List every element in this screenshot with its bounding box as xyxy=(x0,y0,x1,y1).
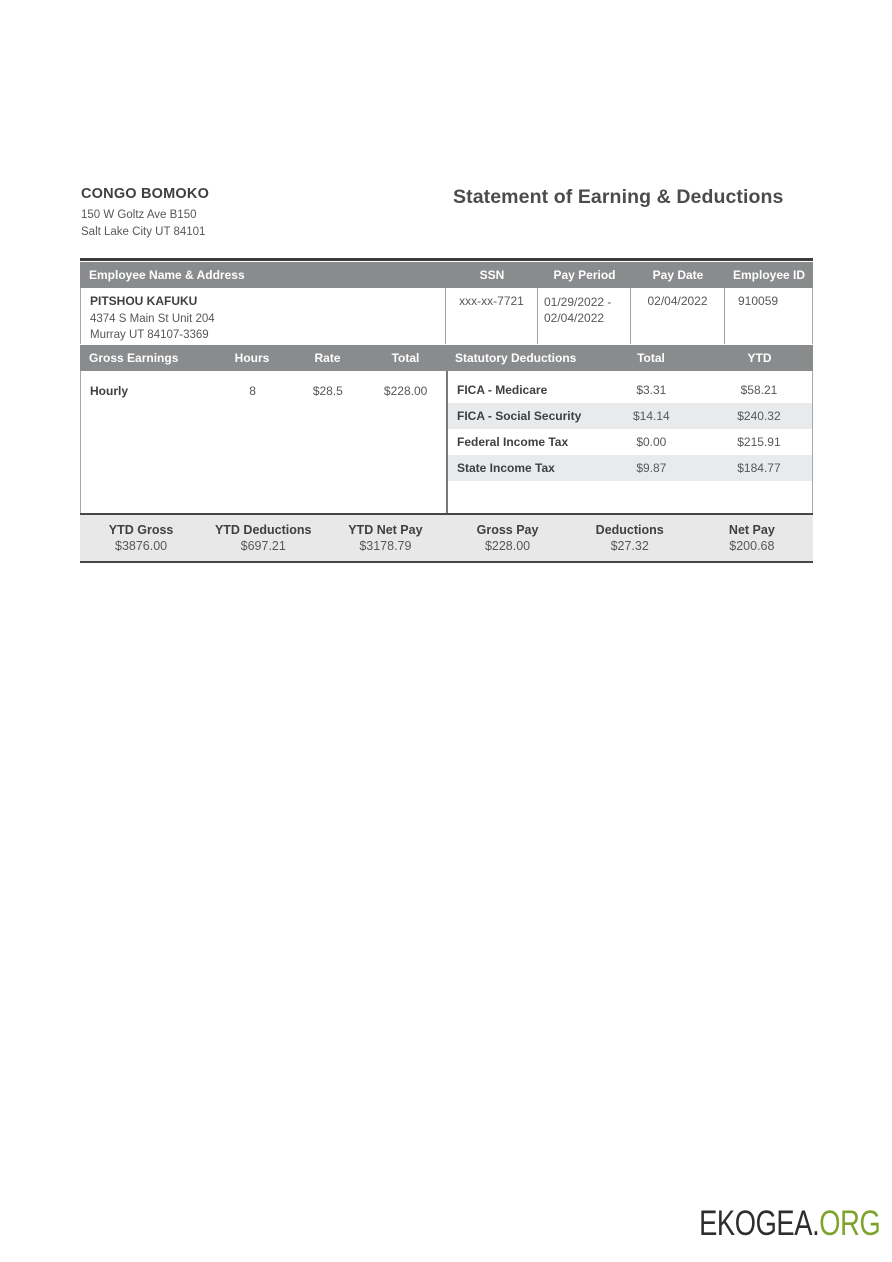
logo-text-primary: EKOGEA. xyxy=(698,1204,819,1243)
earning-total: $228.00 xyxy=(383,384,428,398)
deduction-row xyxy=(448,455,812,481)
employee-name: PITSHOU KAFUKU xyxy=(90,294,198,308)
summary-label: YTD Net Pay xyxy=(348,523,423,537)
summary-gross-pay xyxy=(446,523,568,553)
summary-value: $27.32 xyxy=(610,539,649,553)
summary-deductions xyxy=(569,523,691,553)
employee-info-row xyxy=(80,288,813,344)
company-address-line2: Salt Lake City UT 84101 xyxy=(81,226,206,238)
earnings-row xyxy=(81,378,446,404)
header-employee-id: Employee ID xyxy=(732,268,806,282)
summary-net-pay xyxy=(691,523,813,553)
deduction-ytd: $215.91 xyxy=(737,435,781,449)
header-earnings-total: Total xyxy=(391,351,420,365)
company-name: CONGO BOMOKO xyxy=(81,186,210,202)
header-gross-earnings: Gross Earnings xyxy=(89,351,179,365)
earning-label: Hourly xyxy=(90,384,129,398)
summary-value: $200.68 xyxy=(729,539,775,553)
deduction-label: FICA - Social Security xyxy=(457,409,582,423)
earnings-deductions-header-row xyxy=(80,345,813,371)
summary-value: $228.00 xyxy=(484,539,531,553)
pay-statement-table xyxy=(80,258,813,563)
header-ssn: SSN xyxy=(479,268,505,282)
earnings-panel xyxy=(81,371,446,513)
deduction-total: $3.31 xyxy=(636,383,667,397)
logo-text-secondary: ORG xyxy=(818,1204,880,1243)
deduction-ytd: $184.77 xyxy=(737,461,781,475)
summary-ytd-net-pay xyxy=(324,523,446,553)
header-hours: Hours xyxy=(234,351,270,365)
table-body xyxy=(80,371,813,513)
employee-id: 910059 xyxy=(738,294,779,308)
summary-value: $3178.79 xyxy=(359,539,412,553)
deduction-total: $0.00 xyxy=(636,435,667,449)
header-statutory-deductions: Statutory Deductions xyxy=(455,351,577,365)
summary-value: $3876.00 xyxy=(115,539,168,553)
deduction-label: FICA - Medicare xyxy=(457,383,548,397)
earning-rate: $28.5 xyxy=(312,384,343,398)
summary-row xyxy=(80,513,813,561)
header-pay-date: Pay Date xyxy=(652,268,704,282)
summary-value: $697.21 xyxy=(240,539,286,553)
employee-header-row xyxy=(80,262,813,288)
header-deductions-total: Total xyxy=(637,351,665,365)
employee-address xyxy=(90,311,445,343)
pay-period-line2: 02/04/2022 xyxy=(544,311,605,325)
deduction-ytd: $240.32 xyxy=(737,409,781,423)
earning-hours: 8 xyxy=(249,384,256,398)
deductions-panel xyxy=(446,371,812,513)
header-employee-name-address: Employee Name & Address xyxy=(89,268,245,282)
deduction-row xyxy=(448,429,812,455)
employee-pay-period xyxy=(538,288,631,344)
deduction-ytd: $58.21 xyxy=(740,383,778,397)
summary-label: Net Pay xyxy=(728,523,775,537)
header-pay-period: Pay Period xyxy=(553,268,616,282)
employee-ssn: xxx-xx-7721 xyxy=(446,288,538,344)
deduction-row xyxy=(448,403,812,429)
employee-address-line2: Murray UT 84107-3369 xyxy=(90,329,209,341)
deduction-total: $14.14 xyxy=(633,409,670,423)
employee-address-line1: 4374 S Main St Unit 204 xyxy=(90,313,215,325)
company-block xyxy=(81,186,209,241)
employee-name-address-cell xyxy=(81,288,446,344)
summary-label: YTD Gross xyxy=(108,523,174,537)
company-address-line1: 150 W Goltz Ave B150 xyxy=(81,209,197,221)
ekogea-logo xyxy=(699,1204,880,1244)
summary-ytd-deductions xyxy=(202,523,324,553)
header-deductions-ytd: YTD xyxy=(747,351,772,365)
deduction-row xyxy=(448,377,812,403)
summary-label: Deductions xyxy=(595,523,664,537)
company-address xyxy=(81,207,209,241)
page-title: Statement of Earning & Deductions xyxy=(453,186,784,208)
pay-period-line1: 01/29/2022 - xyxy=(544,295,612,309)
summary-label: YTD Deductions xyxy=(214,523,312,537)
employee-pay-date: 02/04/2022 xyxy=(631,288,725,344)
deduction-total: $9.87 xyxy=(636,461,667,475)
header-rate: Rate xyxy=(314,351,341,365)
summary-label: Gross Pay xyxy=(476,523,539,537)
summary-ytd-gross xyxy=(80,523,202,553)
deduction-label: State Income Tax xyxy=(457,461,555,475)
deduction-label: Federal Income Tax xyxy=(457,435,569,449)
